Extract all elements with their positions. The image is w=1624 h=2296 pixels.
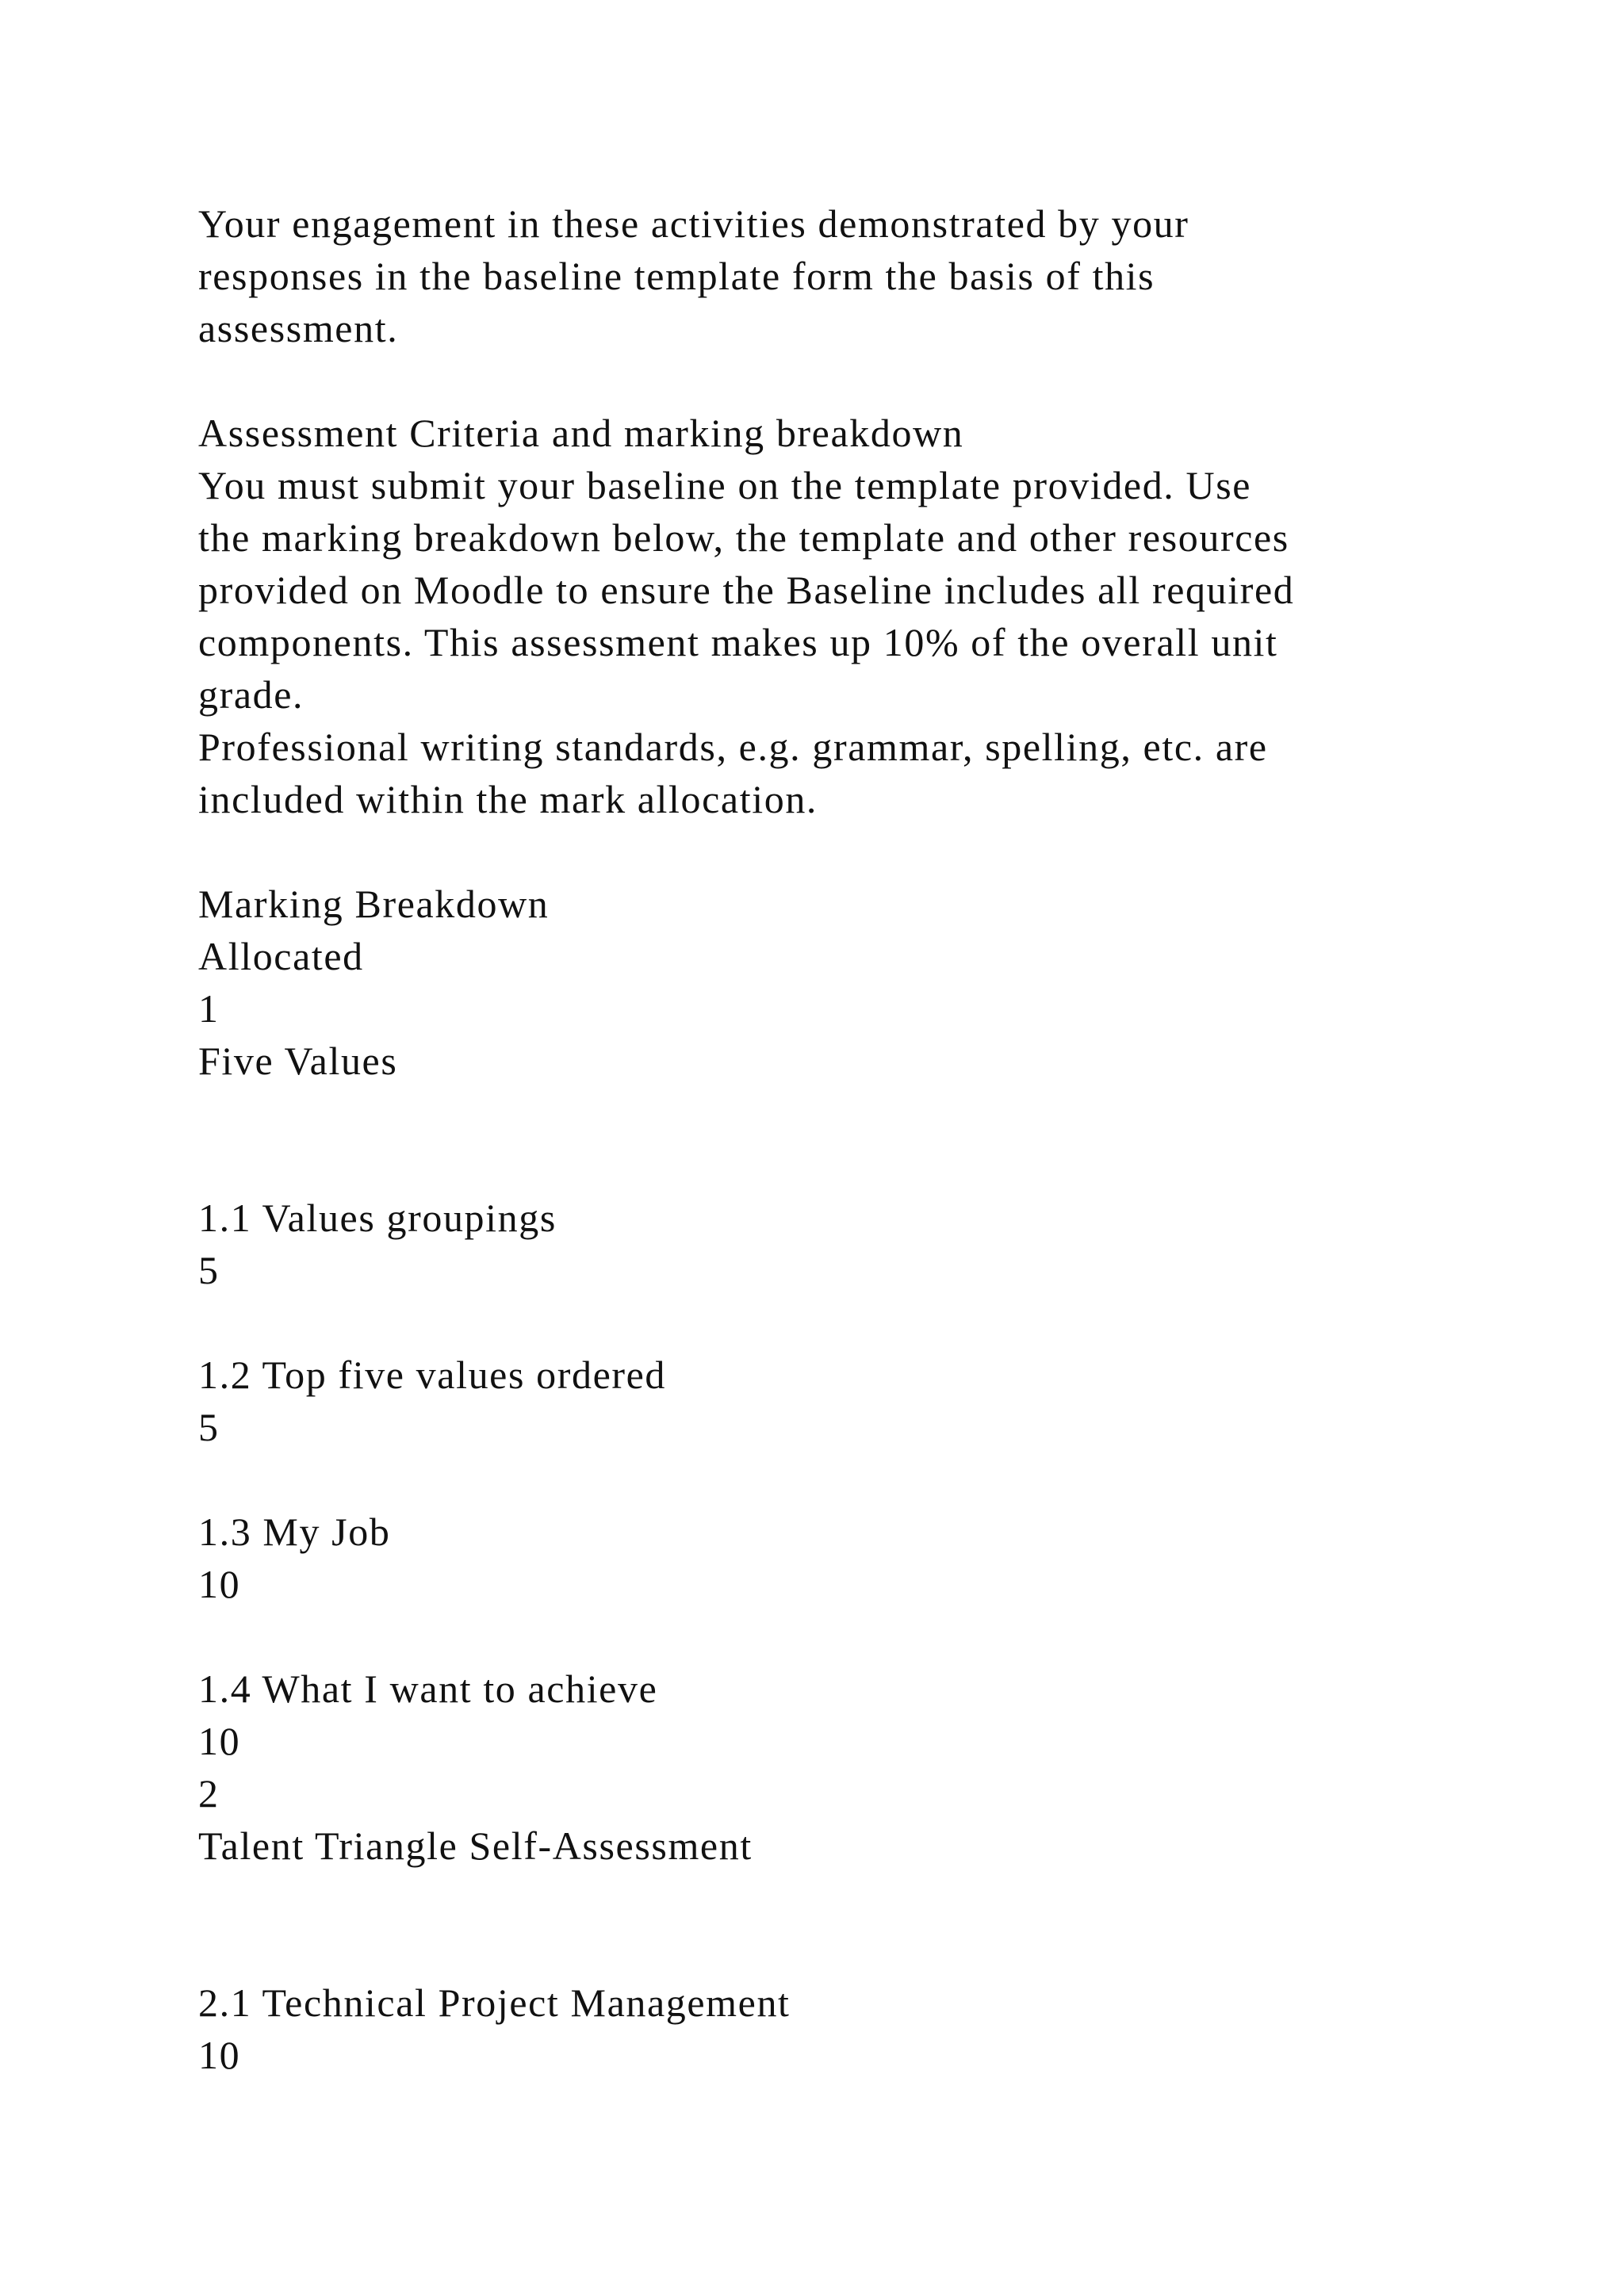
- paragraph-gap: [198, 1296, 1546, 1349]
- item-marks: 10: [198, 1719, 241, 1763]
- section-number: 2: [198, 1771, 220, 1816]
- item-label: 1.2 Top five values ordered: [198, 1353, 667, 1397]
- paragraph-gap: [198, 1087, 1546, 1139]
- paragraph-gap: [198, 1924, 1546, 1976]
- paragraph-gap: [198, 1139, 1546, 1192]
- document-body: [198, 197, 1546, 2081]
- intro-line: assessment.: [198, 306, 399, 350]
- criteria-line: provided on Moodle to ensure the Baseline includes all required: [198, 568, 1295, 612]
- criteria-line: components. This assessment makes up 10% of the overall unit: [198, 620, 1278, 664]
- item-marks: 5: [198, 1405, 220, 1449]
- criteria-line: You must submit your baseline on the template provided. Use: [198, 463, 1252, 507]
- criteria-heading: Assessment Criteria and marking breakdown: [198, 411, 964, 455]
- criteria-line: the marking breakdown below, the template and other resources: [198, 515, 1289, 560]
- allocated-label: Allocated: [198, 934, 364, 978]
- criteria-line: included within the mark allocation.: [198, 777, 818, 821]
- item-marks: 5: [198, 1248, 220, 1292]
- paragraph-gap: [198, 1872, 1546, 1924]
- criteria-line: grade.: [198, 672, 304, 717]
- item-label: 1.4 What I want to achieve: [198, 1667, 658, 1711]
- item-label: 1.1 Values groupings: [198, 1196, 557, 1240]
- item-marks: 10: [198, 1562, 241, 1606]
- item-marks: 10: [198, 2033, 241, 2077]
- item-label: 1.3 My Job: [198, 1510, 391, 1554]
- section-title: Five Values: [198, 1039, 398, 1083]
- section-title: Talent Triangle Self-Assessment: [198, 1823, 753, 1868]
- paragraph-gap: [198, 1610, 1546, 1663]
- paragraph-gap: [198, 354, 1546, 407]
- paragraph-gap: [198, 1453, 1546, 1506]
- intro-line: responses in the baseline template form the basis of this: [198, 254, 1155, 298]
- paragraph-gap: [198, 825, 1546, 878]
- item-label: 2.1 Technical Project Management: [198, 1980, 791, 2025]
- intro-line: Your engagement in these activities demonstrated by your: [198, 201, 1189, 246]
- section-number: 1: [198, 986, 220, 1031]
- criteria-line: Professional writing standards, e.g. grammar, spelling, etc. are: [198, 725, 1268, 769]
- breakdown-heading: Marking Breakdown: [198, 882, 550, 926]
